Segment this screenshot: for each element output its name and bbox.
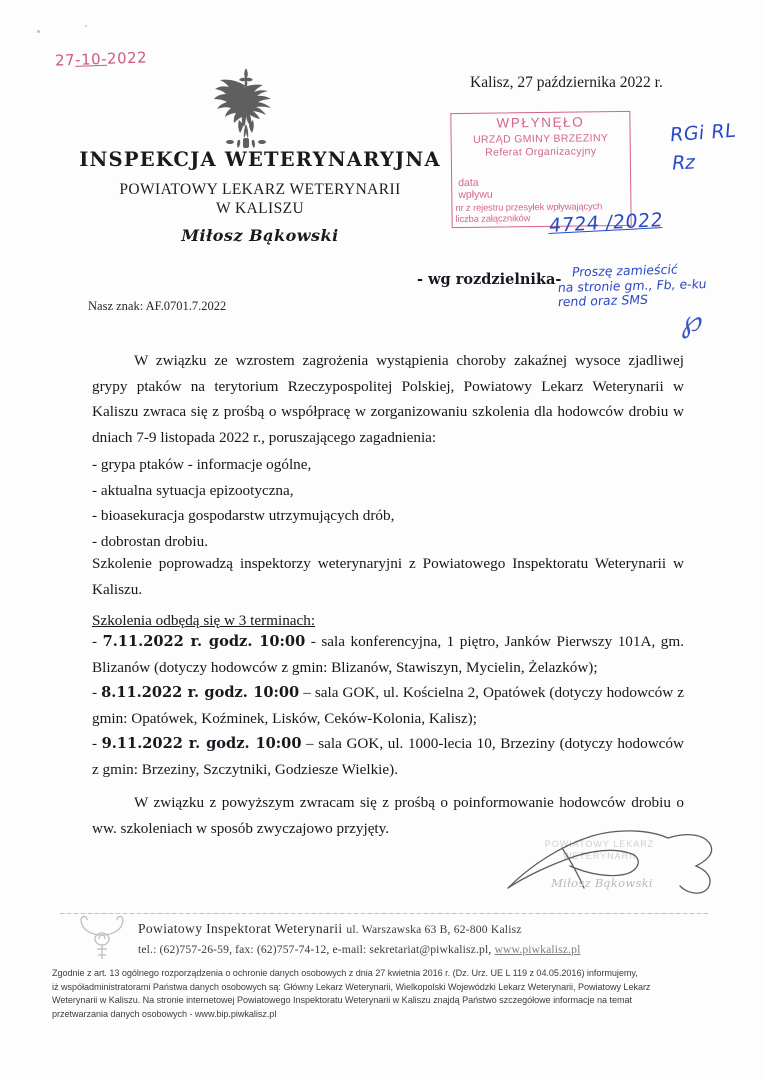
handwritten-register-number: 4724 /2022 bbox=[548, 208, 665, 238]
term-datetime: 8.11.2022 r. godz. 10:00 bbox=[101, 684, 300, 701]
scan-speck bbox=[37, 30, 40, 33]
footer-divider bbox=[60, 913, 708, 914]
organization-subtitle-line2: W KALISZU bbox=[215, 200, 305, 217]
stamp-register-label: nr z rejestru przesyłek wpływających bbox=[455, 201, 603, 214]
place-and-date: Kalisz, 27 października 2022 r. bbox=[470, 74, 663, 91]
stamp-handwritten-date bbox=[55, 48, 148, 69]
term-details: – sala GOK, ul. 1000-lecia 10, Brzeziny (dotyczy hodowców z gmin: Brzeziny, Szczytniki, Godziesze Wielkie). bbox=[92, 735, 684, 778]
terms-list bbox=[92, 629, 684, 782]
gdpr-line: przetwarzania danych osobowych - www.bip.piwkalisz.pl bbox=[52, 1008, 277, 1019]
recipient-line: - wg rozdzielnika- bbox=[417, 271, 562, 288]
stamp-date-label-line1: data bbox=[458, 176, 479, 190]
handwritten-note-line3: rend oraz SMS bbox=[557, 291, 649, 310]
scan-speck bbox=[85, 25, 87, 27]
handwritten-signature bbox=[500, 826, 730, 906]
organization-officer-name: Miłosz Bąkowski bbox=[181, 226, 339, 245]
paragraph-trainers bbox=[92, 551, 684, 602]
term-item bbox=[92, 680, 684, 731]
gdpr-line: iż współadministratorami Państwa danych osobowych są: Główny Lekarz Weterynarii, Wielkopolski Wojewódzki Lekarz Weterynarii, Powiatowy Lekarz bbox=[52, 981, 651, 992]
stamp-date-day: 27 bbox=[54, 50, 76, 70]
term-item bbox=[92, 731, 684, 782]
topic-item: - aktualna sytuacja epizootyczna, bbox=[92, 481, 294, 499]
stamp-date-label-line2: wpływu bbox=[458, 188, 493, 202]
stamp-date-year: 2022 bbox=[106, 48, 148, 68]
signature-ghost-stamp: POWIATOWY LEKARZ WETERYNARII bbox=[544, 839, 655, 861]
paragraph-trainers-text: Szkolenie poprowadzą inspektorzy weterynaryjni z Powiatowego Inspektoratu Weterynarii w Kaliszu. bbox=[92, 555, 684, 598]
paragraph-intro-text: W związku ze wzrostem zagrożenia wystąpienia choroby zakaźnej wysoce zjadliwej grypy ptaków na terytorium Rzeczypospolitej Polskiej, Powiatowy Lekarz Weterynarii w Kaliszu zwraca się z prośbą o współpracę w zorganizowaniu szkolenia dla hodowców drobiu w dniach 7-9 listopada 2022 r., poruszającego zagadnienia: bbox=[92, 352, 684, 446]
organization-subtitle-line1: POWIATOWY LEKARZ WETERYNARII bbox=[119, 181, 401, 198]
organization-title: INSPEKCJA WETERYNARYJNA bbox=[79, 148, 441, 171]
topic-item: - dobrostan drobiu. bbox=[92, 532, 208, 550]
organization-subtitle bbox=[60, 180, 460, 218]
incoming-mail-stamp bbox=[450, 111, 631, 228]
term-details: - sala konferencyjna, 1 piętro, Janków Pierwszy 101A, gm. Blizanów (dotyczy hodowców z gmin: Blizanów, Stawiszyn, Mycielin, Żelazków); bbox=[92, 633, 684, 676]
term-dash: - bbox=[92, 735, 102, 752]
term-item bbox=[92, 629, 684, 680]
stamp-date-label bbox=[458, 177, 493, 201]
handwritten-paraph-signature: ℘ bbox=[680, 302, 705, 341]
gdpr-notice bbox=[52, 967, 712, 1021]
topics-list bbox=[92, 452, 684, 554]
polish-eagle-emblem bbox=[190, 62, 302, 157]
handwritten-rgirl-note: RGi RL bbox=[669, 119, 737, 147]
footer-contact-line bbox=[138, 943, 580, 956]
term-details: – sala GOK, ul. Kościelna 2, Opatówek (dotyczy hodowców z gmin: Opatówek, Koźminek, Lisków, Ceków-Kolonia, Kalisz); bbox=[92, 684, 685, 727]
stamp-attachments-label: liczba załączników bbox=[455, 213, 531, 225]
footer-address: ul. Warszawska 63 B, 62-800 Kalisz bbox=[346, 923, 522, 936]
term-datetime: 9.11.2022 r. godz. 10:00 bbox=[101, 735, 302, 752]
topic-item: - bioasekuracja gospodarstw utrzymujących drób, bbox=[92, 507, 395, 524]
handwritten-note-line2: na stronie gm., Fb, e-ku bbox=[557, 276, 708, 295]
stamp-department: Referat Organizacyjny bbox=[485, 145, 597, 159]
signature-printed-name: Miłosz Bąkowski bbox=[551, 876, 653, 890]
handwritten-note-line1: Proszę zamieścić bbox=[571, 261, 679, 280]
footer-institution: Powiatowy Inspektorat Weterynarii bbox=[138, 921, 343, 936]
gdpr-line: Zgodnie z art. 13 ogólnego rozporządzenia o ochronie danych osobowych z dnia 27 kwietnia 2016 r. (Dz. Urz. UE L 119 z 04.05.2016) informujemy, bbox=[52, 968, 638, 978]
handwritten-initials: Rz bbox=[670, 151, 697, 175]
paragraph-intro bbox=[92, 348, 684, 450]
stamp-date-month: -10- bbox=[74, 49, 108, 69]
footer-website-link[interactable]: www.piwkalisz.pl bbox=[494, 943, 581, 956]
paragraph-closing-text: W związku z powyższym zwracam się z prośbą o poinformowanie hodowców drobiu o ww. szkoleniach w sposób zwyczajowo przyjęty. bbox=[92, 794, 684, 837]
topic-item: - grypa ptaków - informacje ogólne, bbox=[92, 456, 312, 473]
footer-institution-line bbox=[138, 921, 522, 937]
footer-contact: tel.: (62)757-26-59, fax: (62)757-74-12, e-mail: sekretariat@piwkalisz.pl, bbox=[138, 943, 492, 956]
veterinary-caduceus-logo bbox=[73, 909, 131, 961]
term-datetime: 7.11.2022 r. godz. 10:00 bbox=[102, 633, 306, 650]
reference-number: Nasz znak: AF.0701.7.2022 bbox=[88, 299, 227, 313]
gdpr-line: Weterynarii w Kaliszu. Na stronie internetowej Powiatowego Inspektoratu Weterynarii w Kaliszu znajdą Państwo szczegółowe informacje na temat bbox=[52, 995, 632, 1006]
stamp-title: WPŁYNĘŁO bbox=[496, 114, 585, 131]
term-dash: - bbox=[92, 633, 103, 650]
term-dash: - bbox=[92, 684, 102, 701]
stamp-office: URZĄD GMINY BRZEZINY bbox=[472, 132, 609, 146]
terms-heading-text: Szkolenia odbędą się w 3 terminach: bbox=[92, 612, 316, 629]
